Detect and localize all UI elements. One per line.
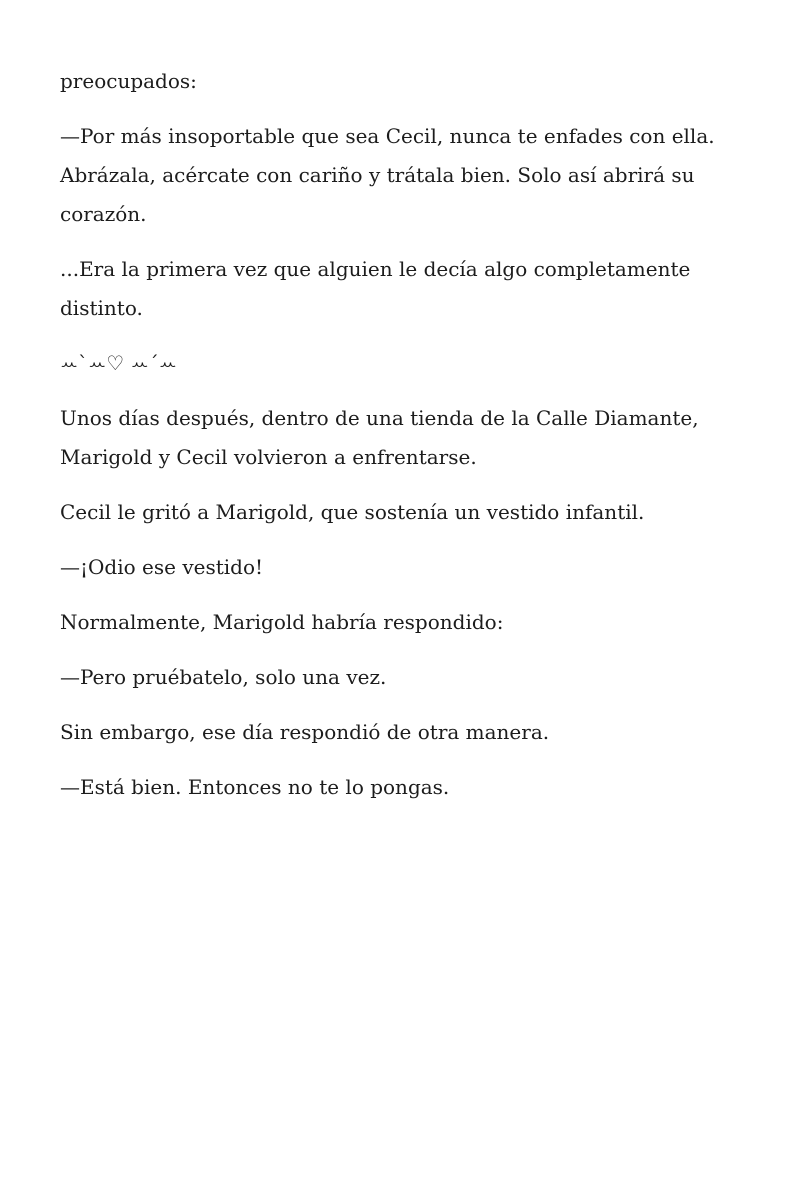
paragraph: —Está bien. Entonces no te lo pongas. [60,775,450,799]
paragraph: ...Era la primera vez que alguien le decía algo completamente distinto. [60,257,691,320]
paragraph: Normalmente, Marigold habría respondido: [60,610,504,634]
paragraph: Sin embargo, ese día respondió de otra manera. [60,720,550,744]
paragraph: —Pero pruébatelo, solo una vez. [60,665,387,689]
scene-separator: ꕀ`ꕀ♡ ꕀ´ꕀ [60,351,177,375]
paragraph: Cecil le gritó a Marigold, que sostenía un vestido infantil. [60,500,645,524]
paragraph: —Por más insoportable que sea Cecil, nunca te enfades con ella. Abrázala, acércate con cariño y trátala bien. Solo así abrirá su corazón. [60,124,715,226]
paragraph: Unos días después, dentro de una tienda de la Calle Diamante, Marigold y Cecil volvieron a enfrentarse. [60,406,699,469]
paragraph: preocupados: [60,69,197,93]
paragraph: —¡Odio ese vestido! [60,555,264,579]
